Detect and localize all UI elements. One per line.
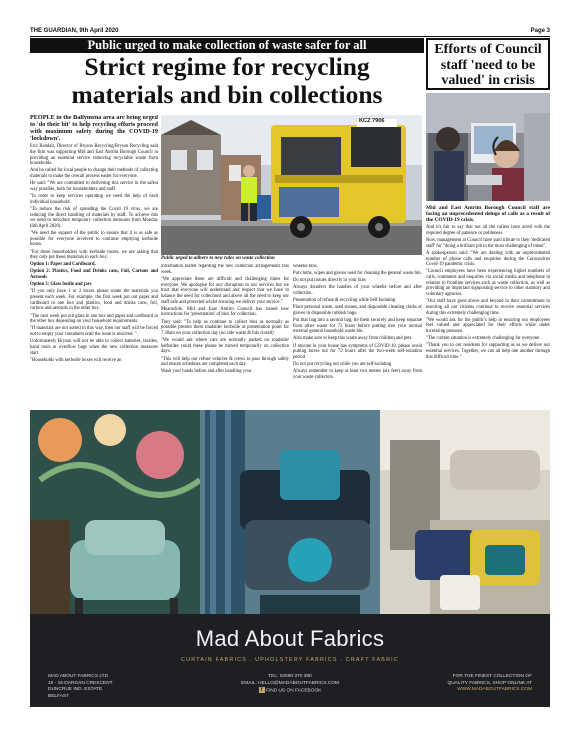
side-story-body (426, 205, 550, 410)
side-story-title: Efforts of Council staff 'need to be valued' in crisis (426, 38, 550, 90)
paragraph: "To reduce the risk of spreading the Covid 19 virus, we are reducing the direct handling of materials by staff. To achieve this we need to introduce temporary collection measures from Monday (6th April 2020). (30, 206, 158, 229)
article-column-2 (161, 264, 289, 410)
option-2: Option 2: Plastics, Food and Drinks cans, Foil, Cartons and Aerosols (30, 269, 158, 281)
address-line: BELFAST (48, 693, 70, 699)
truck-registration: KCZ 7906 (359, 118, 385, 124)
paragraph: "Households with kerbside boxes will receive an (30, 357, 122, 363)
paragraph: Wash your hands before and after handling your (161, 369, 252, 375)
paragraph: "This will help our refuse vehicles & crews to pass through safely and ensure schedules are completed each day. (161, 356, 289, 368)
facebook-icon: f (259, 687, 265, 693)
paragraph: Put cloths, wipes and gloves used for cleaning the general waste bin. (293, 271, 422, 277)
paragraph: Now, management at Council have paid tribute to their 'dedicated staff' for "doing a brilliant job in the most challenging of times". (426, 238, 550, 249)
paragraph: Do not put tissues directly in your bins (293, 278, 366, 284)
paragraph: Do not put recycling out while you are self-isolating (293, 362, 392, 368)
paragraph: If anyone in your house has symptoms of COVID-19, please avoid putting boxes out for 72 hours after the two-week self-isolation period (293, 343, 422, 360)
address-line: 16 - 18 DARGAN CRESCENT (48, 680, 113, 686)
paragraph: "We would ask where cars are normally parked on roadside/ kerbsides could these please be moved temporarily on collection days. (161, 338, 289, 355)
paragraph: Place personal waste, used tissues, and disposable cleaning cloths or gloves in disposable rubbish bags. (293, 305, 422, 316)
online-line: QUALITY FABRICS, SHOP ONLINE AT (447, 680, 532, 686)
paragraph: "We appreciate these are difficult and challenging times for everyone. We apologise for any disruption to our services but we trust that everyone will understand and respect that we have to balance the need for collections and above all the need to keep our staff safe and protected whilst ensuring we deliver your service." (161, 276, 289, 305)
publication-date: THE GUARDIAN, 9th April 2020 (30, 28, 119, 34)
paragraph: And it's fair to say that not all the callers have acted with the required degree of patience or politeness. (426, 225, 550, 236)
advert-contact (200, 674, 380, 695)
paragraph: Always disinfect the handles of your wheelie before and after collection. (293, 285, 422, 296)
paragraph: Presentation of refuse & recycling while Self Isolating (293, 298, 396, 304)
online-line: FOR THE FINEST COLLECTION OF (452, 674, 532, 679)
article-lead: PEOPLE in the Ballymena area are being urged to 'do their bit' to help recycling efforts proceed with maximum safety during the COVID-19 'lockdown'. (30, 115, 158, 142)
advert-facebook (200, 687, 380, 695)
paragraph: "The next week put out glass in one box and paper and cardboard in the other box depending on your household requirements. (30, 313, 158, 325)
advert-brand-name: Mad About Fabrics (195, 626, 385, 651)
call-centre-photo (426, 93, 550, 201)
paragraph: Also make sure to keep this waste away from children and pets. (293, 336, 413, 342)
advert-telephone: TEL: 02890 370 390 (268, 674, 312, 679)
story-banner: Public urged to make collection of waste safer for all (30, 38, 424, 53)
paragraph: Unfortunately Bryson will not be able to collect batteries, textiles, hand tools or overflow bags when the new collection measures start. (30, 339, 158, 356)
fabric-advert-photo (30, 410, 550, 614)
recycling-truck-photo (161, 115, 422, 255)
advert-email: EMAIL: HELLO@MADABOUTFABRICS.COM (241, 680, 339, 686)
paragraph: "We need the support of the public to ensure that it is as safe as possible for everyone involved to continue emptying kerbside boxes. (30, 231, 158, 248)
advert-online (382, 674, 532, 694)
paragraph: Always remember to keep at least two metres (six feet) away from your waste collectors. (293, 369, 422, 380)
page-number: Page 3 (530, 28, 550, 34)
paragraph: "If materials are not sorted in this way, then our staff will be forced not to empty your containers until the issue is resolved. " (30, 326, 158, 337)
paragraph: "We would ask for the public's help in ensuring our employees feel valued and appreciated for their efforts while under increasing pressure. (426, 317, 550, 335)
paragraph: Eric Randall, Director of Bryson Recycling/Bryson Recycling said the firm was supporting Mid and East Antrim Borough Council in providing an essential service removing recyclable waste from households. (30, 144, 158, 167)
side-story-lead: Mid and East Antrim Borough Council staff are facing an unprecedented deluge of calls as a result of the COVID-19 crisis. (426, 205, 550, 224)
paragraph: "In order to keep services operating we need the help of each individual household. (30, 194, 158, 205)
paragraph: wheelie bins. (293, 264, 318, 269)
paragraph: "If you only have 1 or 2 boxes please rotate the materials you present each week. For example, the first week put out paper and cardboard in one box and plastics, food and drinks cans, foil, cartons and aerosols in the other box. (30, 289, 158, 312)
option-1: Option 1: Paper and Cardboard, (30, 262, 96, 268)
paragraph: And he called for local people to change their methods of collecting materials to make the overall process easier for everyone. (30, 168, 158, 180)
article-column-3 (293, 264, 422, 410)
paragraph: "The current situation is extremely challenging for everyone. (426, 336, 541, 342)
facebook-label: FIND US ON FACEBOOK (265, 688, 322, 694)
fabric-advert-bar (30, 614, 550, 707)
advert-website-link[interactable]: WWW.MADABOUTFABRICS.COM (457, 687, 532, 693)
paragraph: "For those householders with kerbside boxes, we are asking that they only put these materials in each box: (30, 249, 158, 261)
paragraph: "Our staff have gone above and beyond in their commitment to ensuring all our citizens continue to receive essential services during this extremely challenging time. (426, 299, 550, 316)
headline-line-1: Strict regime for recycling (84, 52, 370, 81)
address-line: DUNCRUE IND. ESTATE (48, 687, 103, 693)
advert-tagline: CURTAIN FABRICS . UPHOLSTERY FABRICS . CRAFT FABRIC (181, 657, 399, 663)
paragraph: Put that bag into a second bag, tie them securely and keep separate from other waste for 72 hours before putting into your normal external general household waste bin. (293, 317, 422, 335)
address-line: MAD ABOUT FABRICS LTD (48, 674, 109, 679)
advert-address (48, 674, 198, 700)
header-rule (30, 36, 550, 37)
main-photo-caption: Public urged to adhere to new rules on waste collection (161, 256, 275, 261)
headline-line-2: materials and bin collections (71, 80, 383, 109)
paragraph: "Council employees have been experiencing higher numbers of calls, comments and enquiries via social media and telephone in relation to frontline services such as waste collection, as well as providing an important signposting service to other statutory and voluntary agencies. (426, 269, 550, 298)
option-3: Option 3: Glass bottle and jars (30, 282, 92, 288)
article-column-1 (30, 115, 158, 410)
paragraph: "Thank you to our residents for supporting us as we deliver our essential services. Together, we can all help one another through this difficult time." (426, 343, 550, 360)
paragraph: They said: "To help us continue to collect bins as normally as possible present them roadside/ kerbside at presentation point for 7.30am on your collection day (no side waste & lids closed) (161, 319, 289, 336)
paragraph: information leaflet regarding the new collection arrangements this week. (161, 264, 289, 275)
paragraph: Meanwhile, Mid and East Antrim Council has issued new instructions for 'presentation' of bins for collection. (161, 306, 289, 318)
paragraph: He said: "We are committed to delivering this service in the safest way possible, both for householders and staff. (30, 181, 158, 192)
paragraph: A spokesperson said: "We are dealing with an unprecedented number of phone calls and enquiries during the Coronavirus Covid-19 pandemic crisis. (426, 250, 550, 268)
main-headline (30, 53, 424, 113)
